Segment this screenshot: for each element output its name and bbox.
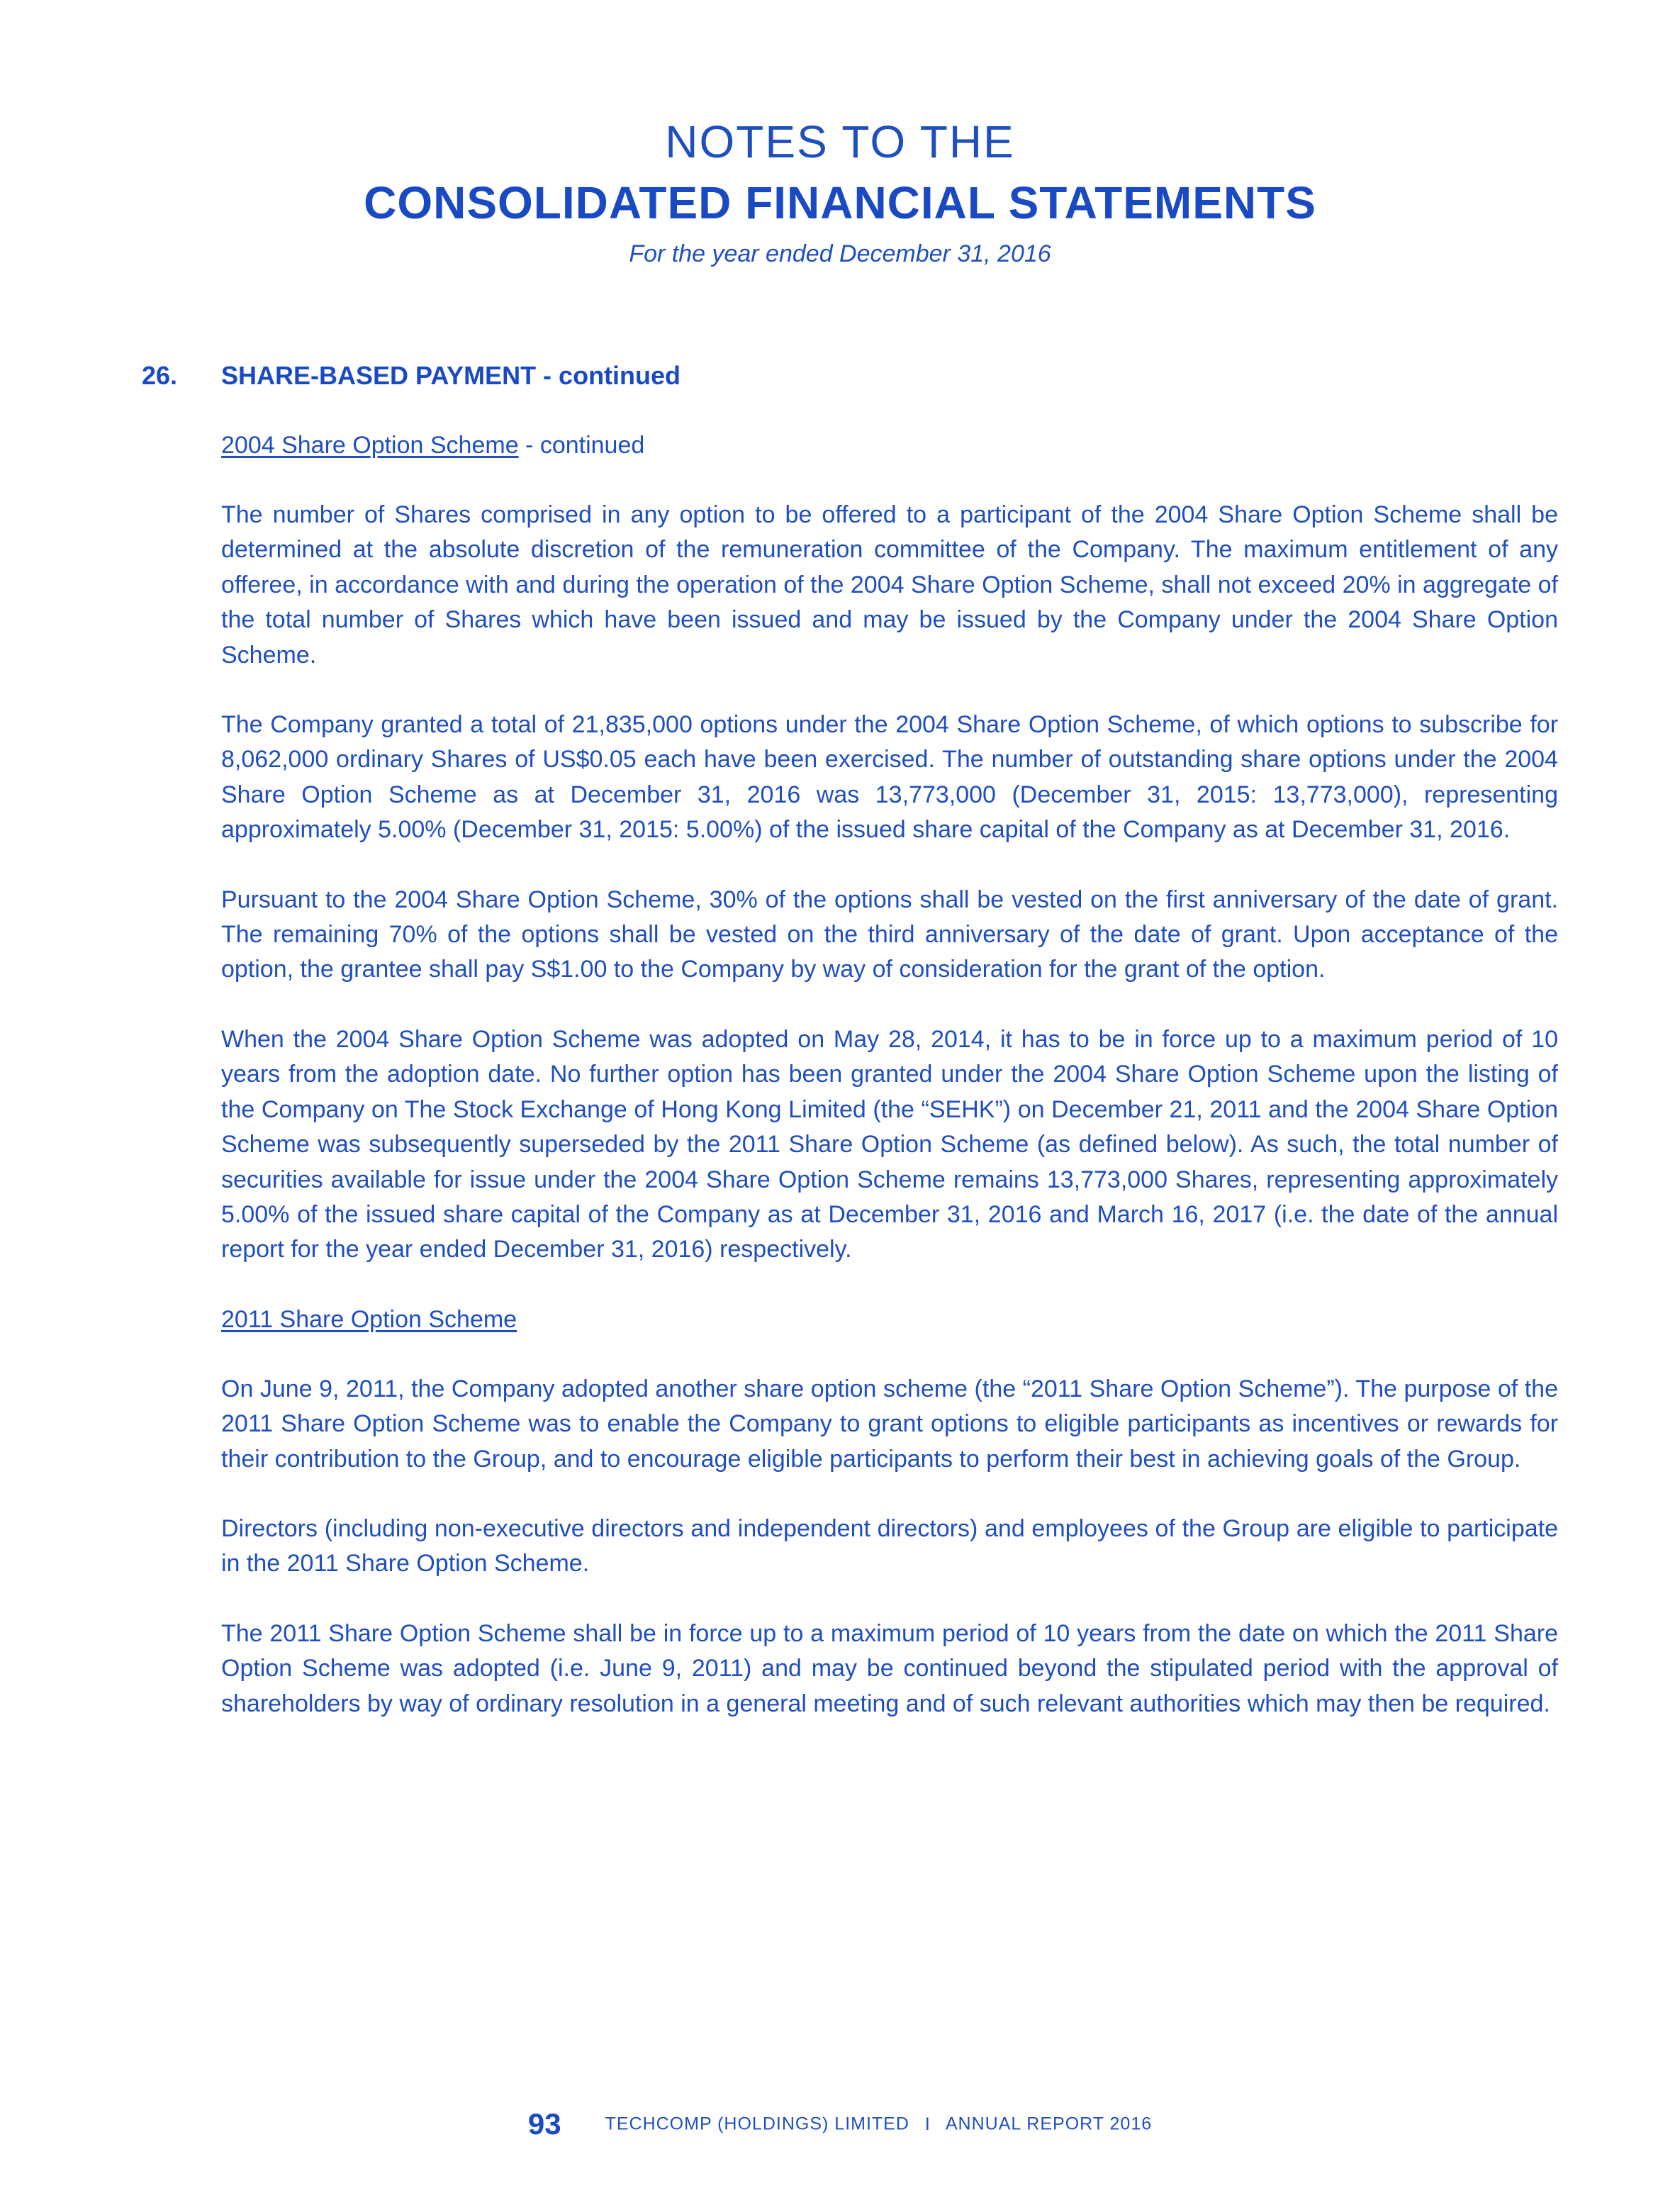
footer-report: ANNUAL REPORT 2016 (945, 2114, 1153, 2134)
paragraph-2004-vesting: Pursuant to the 2004 Share Option Scheme, 30% of the options shall be vested on the first anniversary of the date of grant. The remaining 70% of the options shall be vested on the third anniversary of the date of grant. Upon acceptance of the option, the grantee shall pay S$1.00 to the Company by way of consideration for the grant of the option. (221, 886, 1558, 983)
page-title-line1: NOTES TO THE (665, 116, 1015, 167)
document-body (221, 428, 1558, 1756)
page-footer (0, 2107, 1680, 2141)
paragraph-2004-options-granted: The Company granted a total of 21,835,000 options under the 2004 Share Option Scheme, of which options to subscribe for 8,062,000 ordinary Shares of US$0.05 each have been exercised. The number of outstanding share options under the 2004 Share Option Scheme as at December 31, 2016 was 13,773,000 (December 31, 2015: 13,773,000), representing approximately 5.00% (December 31, 2015: 5.00%) of the issued share capital of the Company as at December 31, 2016. (221, 711, 1558, 844)
paragraph-2004-duration: When the 2004 Share Option Scheme was adopted on May 28, 2014, it has to be in force up to a maximum period of 10 years from the adoption date. No further option has been granted under the 2004 Share Option Scheme upon the listing of the Company on The Stock Exchange of Hong Kong Limited (the “SEHK”) on December 21, 2011 and the 2004 Share Option Scheme was subsequently superseded by the 2011 Share Option Scheme (as defined below). As such, the total number of securities available for issue under the 2004 Share Option Scheme remains 13,773,000 Shares, representing approximately 5.00% of the issued share capital of the Company as at December 31, 2016 and March 16, 2017 (i.e. the date of the annual report for the year ended December 31, 2016) respectively. (221, 1025, 1558, 1263)
page-subtitle: For the year ended December 31, 2016 (629, 240, 1051, 267)
page-header (0, 112, 1680, 269)
section-title: SHARE-BASED PAYMENT - continued (221, 361, 681, 390)
subheading-2004-scheme (221, 428, 1558, 463)
subheading-2011-title: 2011 Share Option Scheme (221, 1305, 517, 1333)
footer-separator: I (924, 2114, 930, 2134)
section-heading (142, 359, 681, 393)
paragraph-2011-duration: The 2011 Share Option Scheme shall be in force up to a maximum period of 10 years from the date on which the 2011 Share Option Scheme was adopted (i.e. June 9, 2011) and may be continued beyond the stipulated period with the approval of shareholders by way of ordinary resolution in a general meeting and of such relevant authorities which may then be required. (221, 1619, 1558, 1717)
paragraph-2004-entitlement: The number of Shares comprised in any option to be offered to a participant of the 2004 Share Option Scheme shall be determined at the absolute discretion of the remuneration committee of the Company. The maximum entitlement of any offeree, in accordance with and during the operation of the 2004 Share Option Scheme, shall not exceed 20% in aggregate of the total number of Shares which have been issued and may be issued by the Company under the 2004 Share Option Scheme. (221, 501, 1558, 669)
paragraph-2011-adoption: On June 9, 2011, the Company adopted another share option scheme (the “2011 Share Option Scheme”). The purpose of the 2011 Share Option Scheme was to enable the Company to grant options to eligible participants as incentives or rewards for their contribution to the Group, and to encourage eligible participants to perform their best in achieving goals of the Group. (221, 1375, 1558, 1473)
subheading-2004-title: 2004 Share Option Scheme (221, 432, 519, 459)
paragraph-2011-eligibility: Directors (including non-executive directors and independent directors) and employees of the Group are eligible to participate in the 2011 Share Option Scheme. (221, 1514, 1558, 1578)
footer-company: TECHCOMP (HOLDINGS) LIMITED (605, 2114, 909, 2134)
page-number: 93 (527, 2107, 561, 2140)
subheading-2011-scheme (221, 1302, 1558, 1337)
subheading-2004-suffix: - continued (518, 432, 645, 459)
section-number: 26. (142, 361, 178, 390)
page-title-line2: CONSOLIDATED FINANCIAL STATEMENTS (364, 177, 1316, 228)
